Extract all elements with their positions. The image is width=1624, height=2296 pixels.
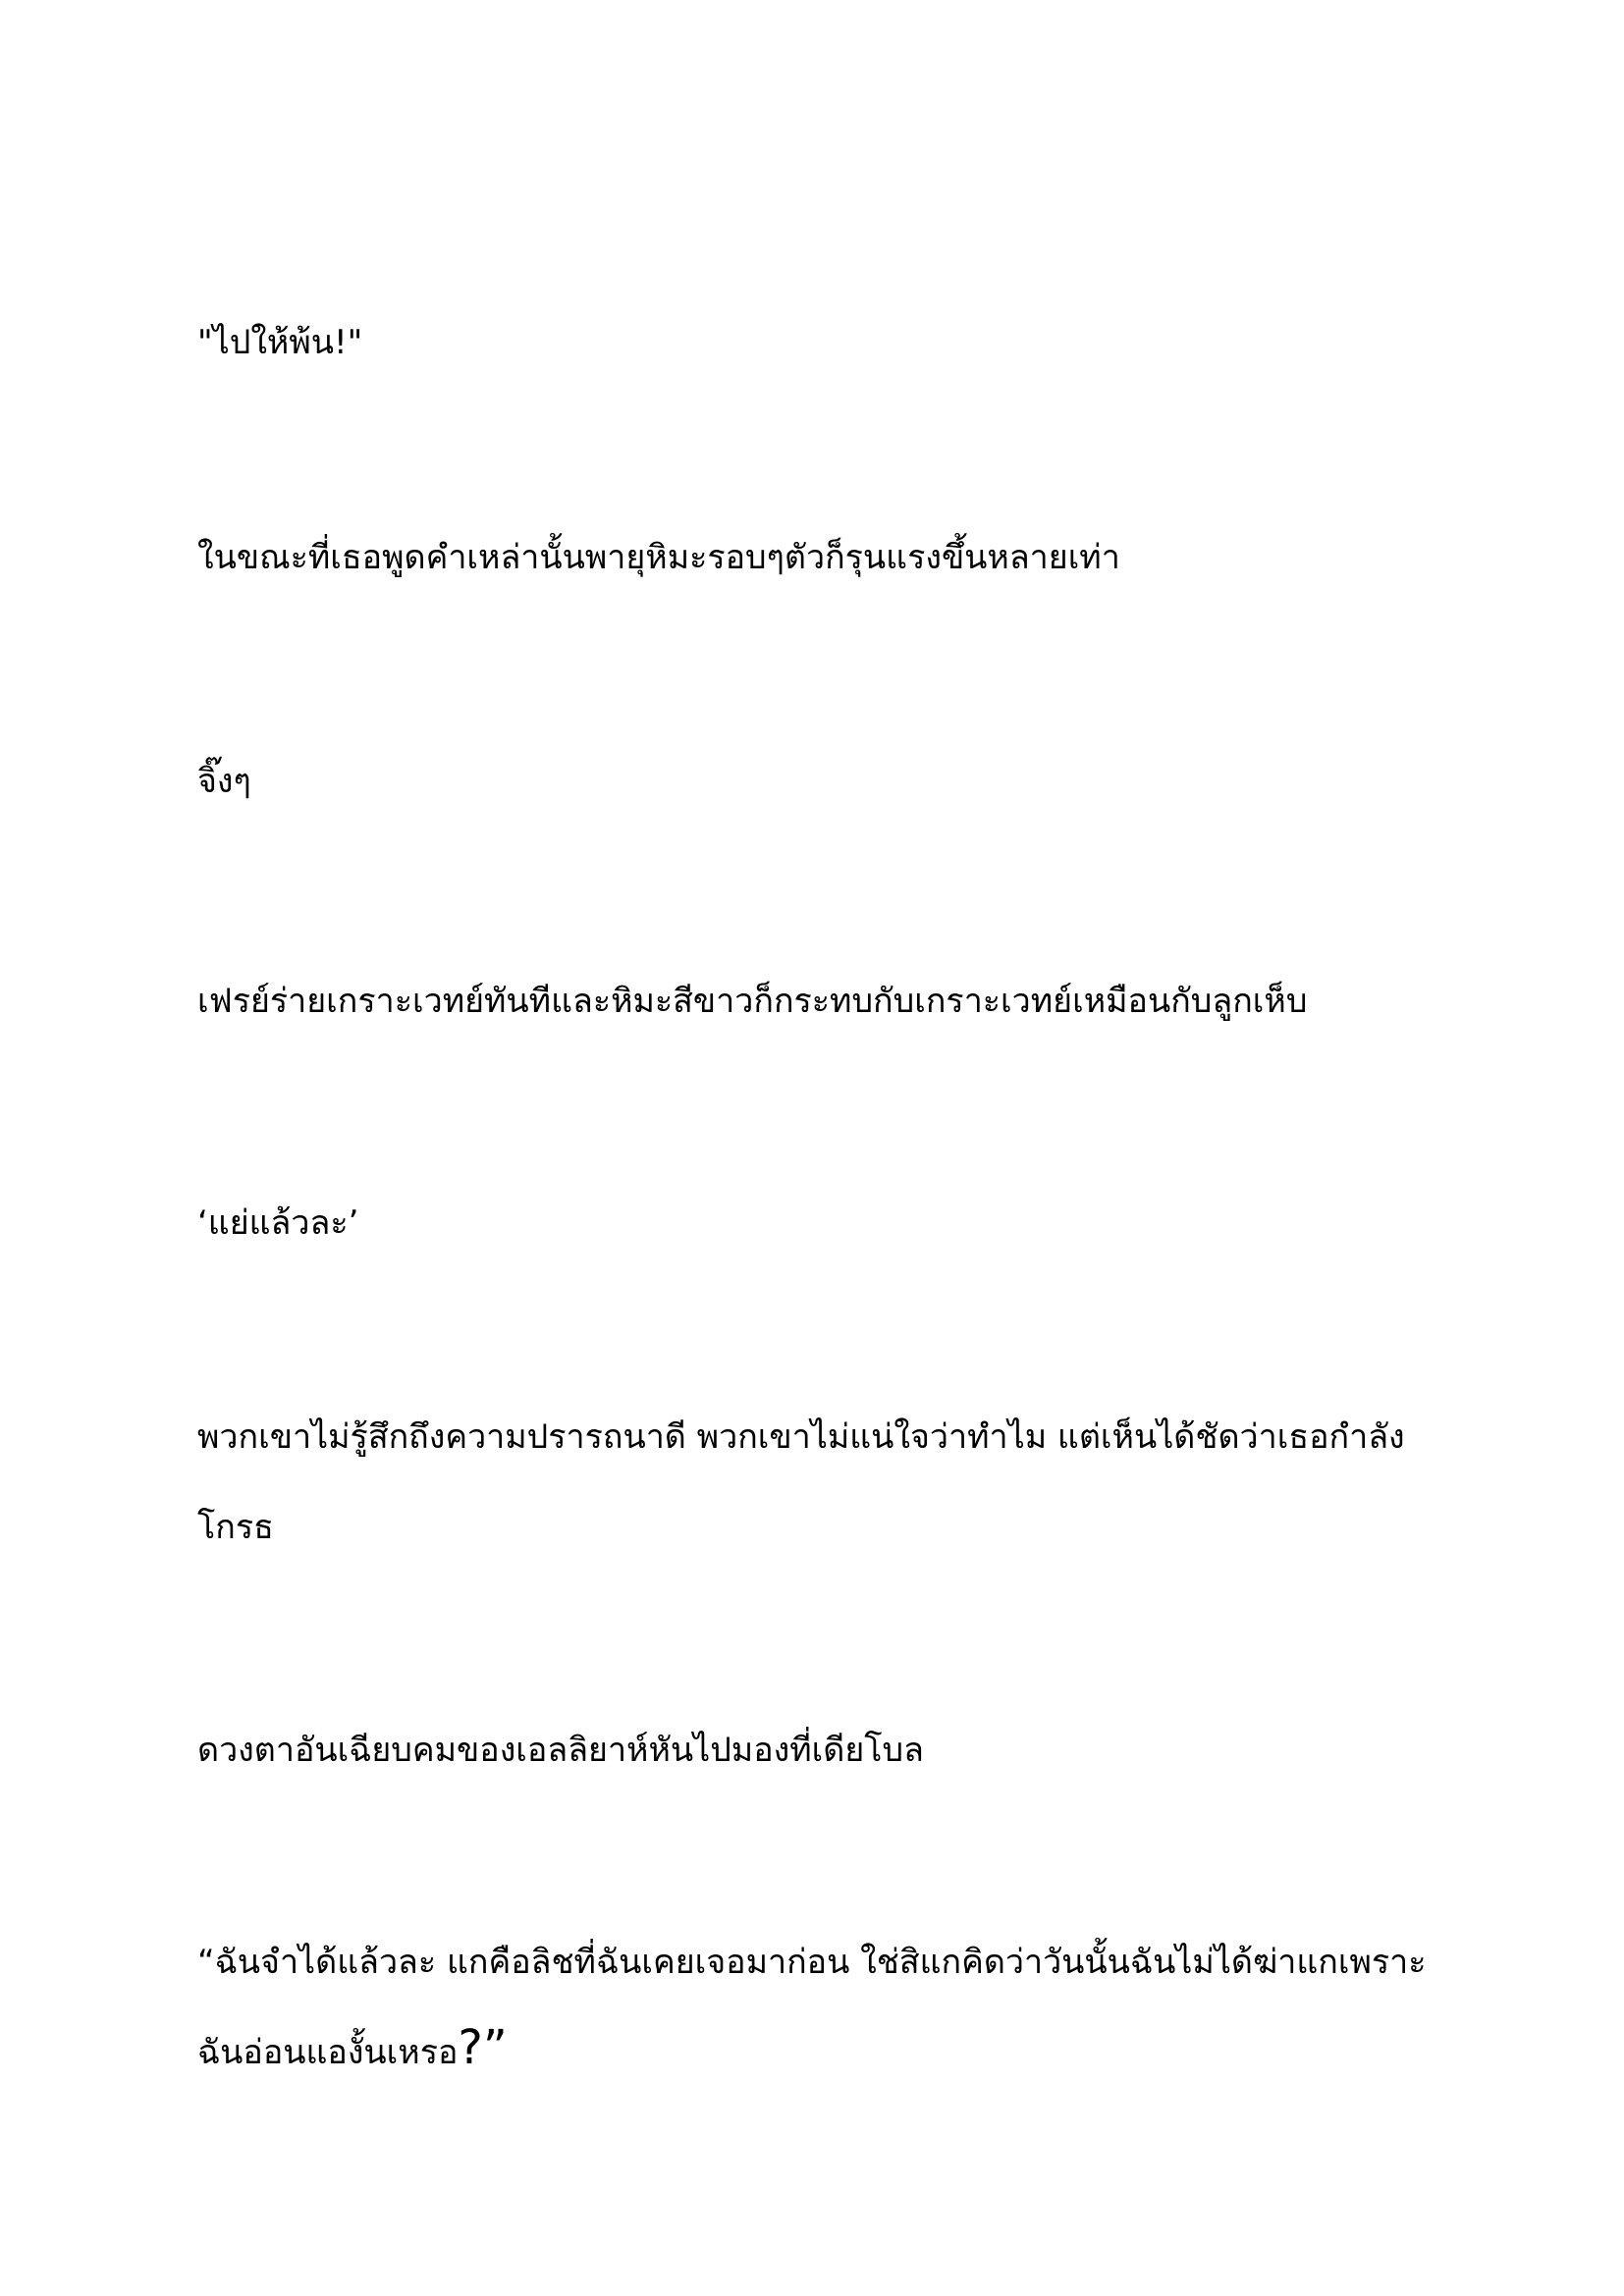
paragraph-anger: พวกเขาไม่รู้สึกถึงความปรารถนาดี พวกเขาไม่แน่ใจว่าทำไม แต่เห็นได้ชัดว่าเธอกำลังโกรธ	[197, 1417, 1405, 1547]
paragraph-gaze: ดวงตาอันเฉียบคมของเอลลิยาห์หันไปมองที่เดียโบล	[197, 1731, 924, 1770]
dialogue-text: “ฉันจำได้แล้วละ แกคือลิชที่ฉันเคยเจอมาก่อน ใช่สิแกคิดว่าวันนั้นฉันไม่ได้ฆ่าแกเพราะฉันอ่อนแองั้นเหรอ	[197, 1943, 1427, 2072]
dialogue-end-mark: ?”	[458, 2020, 508, 2075]
paragraph-dialogue	[197, 1917, 1435, 2098]
paragraph-shout: "ไปให้พ้น!"	[197, 323, 363, 362]
paragraph-sound-effect: จิ๊งๆ	[197, 762, 251, 801]
paragraph-thought: ‘แย่แล้วละ’	[197, 1203, 359, 1243]
paragraph-magic-shield: เฟรย์ร่ายเกราะเวทย์ทันทีและหิมะสีขาวก็กระทบกับเกราะเวทย์เหมือนกับลูกเห็บ	[197, 982, 1308, 1021]
paragraph-blizzard: ในขณะที่เธอพูดคำเหล่านั้นพายุหิมะรอบๆตัวก็รุนแรงขึ้นหลายเท่า	[197, 538, 1120, 577]
